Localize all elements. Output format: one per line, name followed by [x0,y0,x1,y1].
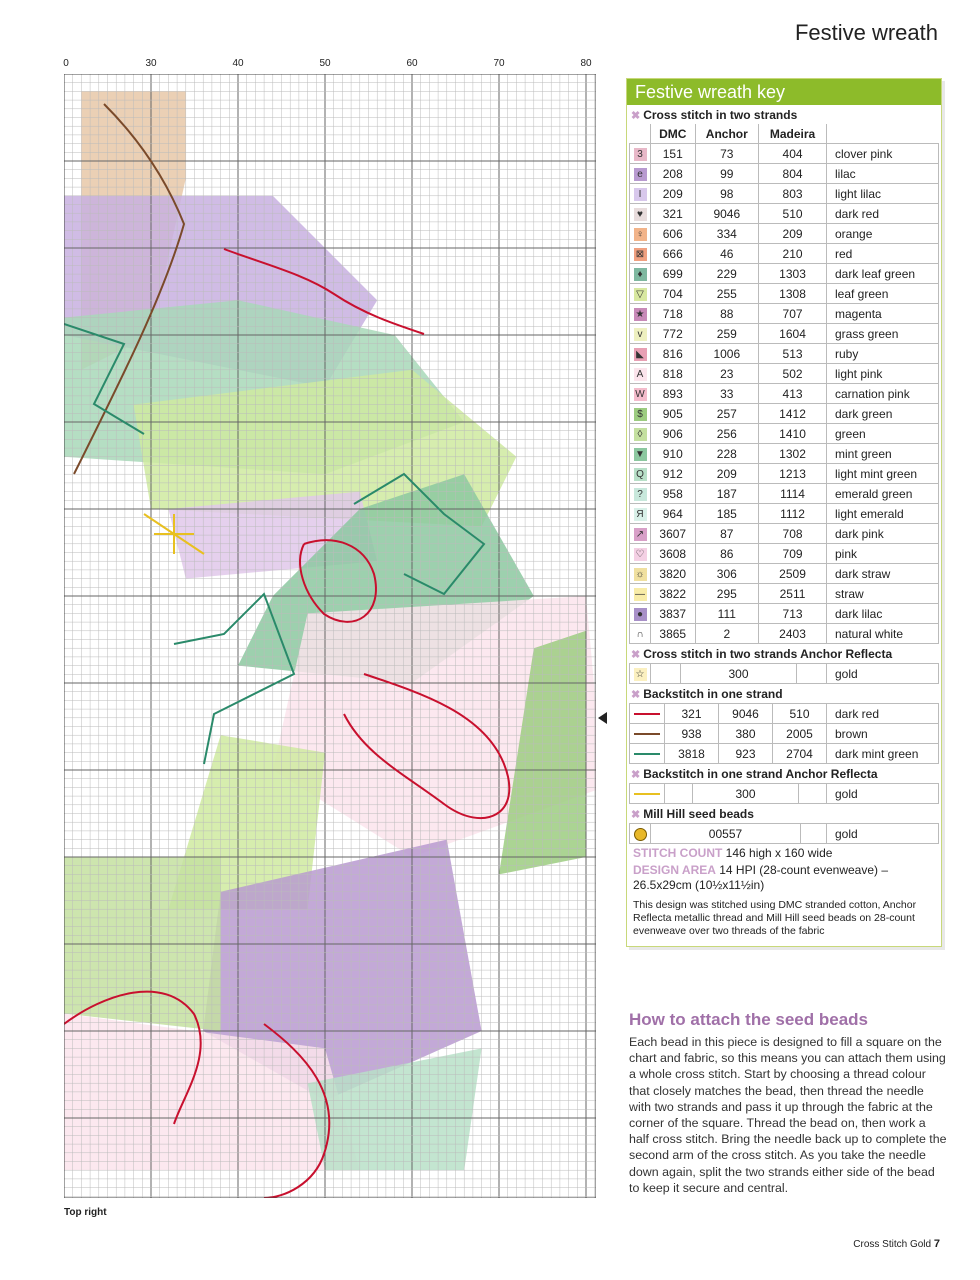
madeira-cell: 1114 [759,484,827,504]
cross-icon: ✖ [631,109,641,122]
thread-row [630,384,939,404]
cross-icon: ✖ [631,688,641,701]
symbol-cell [630,224,651,244]
madeira-cell: 707 [759,304,827,324]
stitch-symbol-icon: Я [634,508,647,521]
axis-number: 60 [406,58,418,69]
color-name: gold [827,784,939,804]
thread-row [630,144,939,164]
stitch-symbol-icon: ♡ [634,548,647,561]
symbol-cell [630,604,651,624]
stitch-symbol-icon: ∩ [634,628,647,641]
stitch-symbol-icon: v [634,328,647,341]
thread-row [630,744,939,764]
symbol-cell [630,744,665,764]
dmc-cell: 208 [651,164,696,184]
stitch-symbol-icon: W [635,388,645,400]
stitch-symbol-icon: e [634,168,647,181]
dmc-cell: 3865 [651,624,696,644]
backstitch-line-icon [634,733,660,735]
anchor-cell: 300 [692,784,799,804]
stitch-symbol-icon: ▽ [634,288,647,301]
dmc-cell: 666 [651,244,696,264]
anchor-cell: 255 [695,284,759,304]
chart-caption: Top right [64,1207,107,1218]
backstitch-line-icon [634,753,660,755]
dmc-cell: 910 [651,444,696,464]
thread-row [630,304,939,324]
anchor-cell: 334 [695,224,759,244]
anchor-cell [800,824,826,844]
thread-row [630,724,939,744]
axis-number: 80 [580,58,592,69]
madeira-cell: 804 [759,164,827,184]
color-name: grass green [827,324,939,344]
thread-row [630,404,939,424]
dmc-cell: 699 [651,264,696,284]
thread-row [630,544,939,564]
beads-table [629,823,939,844]
madeira-cell [796,664,826,684]
dmc-cell: 816 [651,344,696,364]
thread-row [630,264,939,284]
color-name: green [827,424,939,444]
dmc-cell: 151 [651,144,696,164]
symbol-cell [630,184,651,204]
color-name: light lilac [827,184,939,204]
thread-row [630,164,939,184]
anchor-cell: 9046 [695,204,759,224]
axis-number: 0 [63,58,69,69]
stitch-symbol-icon: ? [634,488,647,501]
thread-row [630,824,939,844]
stitch-symbol-icon: ⊠ [634,248,647,261]
madeira-cell: 510 [759,204,827,224]
cross-stitch-chart [64,58,596,1198]
anchor-cell: 295 [695,584,759,604]
symbol-cell [630,404,651,424]
anchor-cell: 9046 [719,704,773,724]
stitch-symbol-icon: ● [634,608,647,621]
anchor-cell: 185 [695,504,759,524]
dmc-cell: 772 [651,324,696,344]
thread-row [630,344,939,364]
madeira-cell: 2005 [773,724,827,744]
color-name: light emerald [827,504,939,524]
symbol-cell [630,384,651,404]
color-name: pink [827,544,939,564]
symbol-cell [630,564,651,584]
thread-row [630,564,939,584]
section-heading: ✖ Cross stitch in two strands Anchor Reflecta [631,647,893,661]
cross-icon: ✖ [631,648,641,661]
bead-icon [634,828,647,841]
thread-row [630,584,939,604]
anchor-cell: 209 [695,464,759,484]
col-dmc: DMC [651,124,696,144]
color-name: dark straw [827,564,939,584]
symbol-cell [630,344,651,364]
anchor-cell: 73 [695,144,759,164]
col-madeira: Madeira [759,124,827,144]
madeira-cell: 209 [759,224,827,244]
anchor-cell: 2 [695,624,759,644]
center-arrow-icon [598,712,607,724]
thread-row [630,364,939,384]
col-anchor: Anchor [695,124,759,144]
symbol-cell [630,424,651,444]
cross-icon: ✖ [631,808,641,821]
stitch-symbol-icon: ♀ [634,228,647,241]
axis-number: 70 [493,58,505,69]
dmc-cell [665,784,693,804]
color-name: orange [827,224,939,244]
dmc-cell: 818 [651,364,696,384]
symbol-cell [630,444,651,464]
section-heading: ✖ Cross stitch in two strands [631,108,798,122]
stitch-symbol-icon: ☆ [634,668,647,681]
madeira-cell: 513 [759,344,827,364]
anchor-cell: 23 [695,364,759,384]
backstitch-line-icon [634,713,660,715]
anchor-cell: 257 [695,404,759,424]
dmc-cell: 3837 [651,604,696,624]
anchor-cell: 380 [719,724,773,744]
thread-row [630,204,939,224]
axis-number: 50 [319,58,331,69]
dmc-cell: 958 [651,484,696,504]
design-area: DESIGN AREA 14 HPI (28-count evenweave) – 26.5x29cm (10½x11½in) [633,863,889,892]
dmc-cell [651,664,681,684]
anchor-cell: 300 [681,664,797,684]
stitch-symbol-icon: — [635,588,645,600]
madeira-cell: 2704 [773,744,827,764]
color-name: mint green [827,444,939,464]
anchor-cell: 111 [695,604,759,624]
anchor-cell: 187 [695,484,759,504]
symbol-cell [630,464,651,484]
anchor-cell: 98 [695,184,759,204]
folio: Cross Stitch Gold 7 [853,1238,940,1250]
stitch-symbol-icon: 3 [634,148,647,161]
anchor-cell: 259 [695,324,759,344]
symbol-cell [630,664,651,684]
stitch-symbol-icon: ▼ [635,448,645,460]
madeira-cell: 803 [759,184,827,204]
madeira-cell: 210 [759,244,827,264]
madeira-cell: 404 [759,144,827,164]
madeira-cell: 413 [759,384,827,404]
dmc-cell: 718 [651,304,696,324]
color-name: dark mint green [827,744,939,764]
anchor-cell: 306 [695,564,759,584]
madeira-cell: 510 [773,704,827,724]
madeira-cell: 2511 [759,584,827,604]
dmc-cell: 704 [651,284,696,304]
symbol-cell [630,584,651,604]
stitch-symbol-icon: ◊ [634,428,647,441]
dmc-cell: 321 [651,204,696,224]
color-name: lilac [827,164,939,184]
stitch-symbol-icon: ★ [634,308,647,321]
symbol-cell [630,784,665,804]
stitch-count: STITCH COUNT 146 high x 160 wide [633,846,833,860]
dmc-cell: 3818 [665,744,719,764]
thread-row [630,624,939,644]
color-name: gold [827,824,939,844]
anchor-cell: 923 [719,744,773,764]
color-name: dark lilac [827,604,939,624]
symbol-cell [630,364,651,384]
dmc-cell: 905 [651,404,696,424]
chart-grid [64,74,596,1198]
stitch-symbol-icon: ☼ [635,568,645,580]
color-name: dark green [827,404,939,424]
madeira-cell: 1303 [759,264,827,284]
madeira-cell: 1213 [759,464,827,484]
thread-row [630,664,939,684]
thread-row [630,784,939,804]
color-name: dark pink [827,524,939,544]
reflecta-table [629,663,939,684]
bead-code: 00557 [651,824,801,844]
madeira-cell [799,784,827,804]
dmc-cell: 3820 [651,564,696,584]
axis-number: 30 [145,58,157,69]
anchor-cell: 228 [695,444,759,464]
color-name: dark red [827,204,939,224]
dmc-cell: 3607 [651,524,696,544]
anchor-cell: 256 [695,424,759,444]
madeira-cell: 2403 [759,624,827,644]
color-name: ruby [827,344,939,364]
color-name: natural white [827,624,939,644]
stitch-symbol-icon: ♦ [634,268,647,281]
symbol-cell [630,524,651,544]
madeira-cell: 709 [759,544,827,564]
howto-body: Each bead in this piece is designed to fill a square on the chart and fabric, so this means you can attach them using a whole cross stitch. Start by choosing a thread colour that closely matches the bead, then thread the needle with two strands and pass it up through the fabric at the corner of the square. Thread the bead on, then work a half cross stitch. Bring the needle back up to complete the second arm of the cross stitch. As you take the needle down again, split the two strands either side of the bead to keep it secure and central. [629,1035,947,1195]
section-heading: ✖ Backstitch in one strand [631,687,783,701]
anchor-cell: 33 [695,384,759,404]
thread-row [630,464,939,484]
thread-row [630,184,939,204]
howto-title: How to attach the seed beads [629,1010,868,1029]
anchor-cell: 87 [695,524,759,544]
thread-row [630,704,939,724]
symbol-cell [630,544,651,564]
madeira-cell: 713 [759,604,827,624]
stitch-symbol-icon: ↗ [634,528,647,541]
madeira-cell: 1412 [759,404,827,424]
color-name: dark red [827,704,939,724]
symbol-cell [630,504,651,524]
color-name: dark leaf green [827,264,939,284]
anchor-cell: 99 [695,164,759,184]
thread-row [630,324,939,344]
axis-number: 40 [232,58,244,69]
anchor-cell: 88 [695,304,759,324]
thread-row [630,284,939,304]
dmc-cell: 893 [651,384,696,404]
color-name: light mint green [827,464,939,484]
thread-row [630,504,939,524]
cross-icon: ✖ [631,768,641,781]
symbol-cell [630,304,651,324]
section-heading: ✖ Mill Hill seed beads [631,807,754,821]
madeira-cell: 1112 [759,504,827,524]
madeira-cell: 1302 [759,444,827,464]
stitch-symbol-icon: ◣ [634,348,647,361]
thread-row [630,224,939,244]
key-title: Festive wreath key [627,79,941,105]
color-name: brown [827,724,939,744]
color-name: clover pink [827,144,939,164]
symbol-cell [630,264,651,284]
color-name: red [827,244,939,264]
anchor-cell: 46 [695,244,759,264]
dmc-cell: 3822 [651,584,696,604]
dmc-cell: 912 [651,464,696,484]
madeira-cell: 708 [759,524,827,544]
symbol-cell [630,824,651,844]
symbol-cell [630,484,651,504]
backstitch-reflecta-table [629,783,939,804]
dmc-cell: 606 [651,224,696,244]
madeira-cell: 2509 [759,564,827,584]
symbol-cell [630,204,651,224]
symbol-cell [630,624,651,644]
backstitch-table [629,703,939,764]
color-name: light pink [827,364,939,384]
thread-row [630,444,939,464]
section-heading: ✖ Backstitch in one strand Anchor Reflecta [631,767,878,781]
color-name: leaf green [827,284,939,304]
anchor-cell: 229 [695,264,759,284]
symbol-cell [630,144,651,164]
madeira-cell: 1410 [759,424,827,444]
color-name: carnation pink [827,384,939,404]
key-note: This design was stitched using DMC stranded cotton, Anchor Reflecta metallic thread and Mill Hill seed beads on 28-count evenweave over two threads of the fabric [633,899,917,937]
color-name: magenta [827,304,939,324]
madeira-cell: 502 [759,364,827,384]
stitch-symbol-icon: $ [634,408,647,421]
madeira-cell: 1308 [759,284,827,304]
symbol-cell [630,704,665,724]
stitch-symbol-icon: A [634,368,647,381]
dmc-cell: 321 [665,704,719,724]
thread-row [630,244,939,264]
anchor-cell: 1006 [695,344,759,364]
thread-row [630,524,939,544]
color-name: straw [827,584,939,604]
dmc-cell: 938 [665,724,719,744]
page-title: Festive wreath [794,20,938,45]
symbol-cell [630,164,651,184]
anchor-cell: 86 [695,544,759,564]
dmc-cell: 209 [651,184,696,204]
thread-row [630,604,939,624]
symbol-cell [630,324,651,344]
dmc-cell: 964 [651,504,696,524]
thread-row [630,484,939,504]
dmc-cell: 3608 [651,544,696,564]
symbol-cell [630,284,651,304]
symbol-cell [630,244,651,264]
color-name: gold [827,664,939,684]
thread-row [630,424,939,444]
backstitch-line-icon [634,793,660,795]
madeira-cell: 1604 [759,324,827,344]
dmc-cell: 906 [651,424,696,444]
key-panel [626,78,942,947]
stitch-symbol-icon: I [634,188,647,201]
stitch-symbol-icon: ♥ [634,208,647,221]
color-name: emerald green [827,484,939,504]
stitch-symbol-icon: Q [634,468,647,481]
symbol-cell [630,724,665,744]
thread-table [629,124,939,644]
